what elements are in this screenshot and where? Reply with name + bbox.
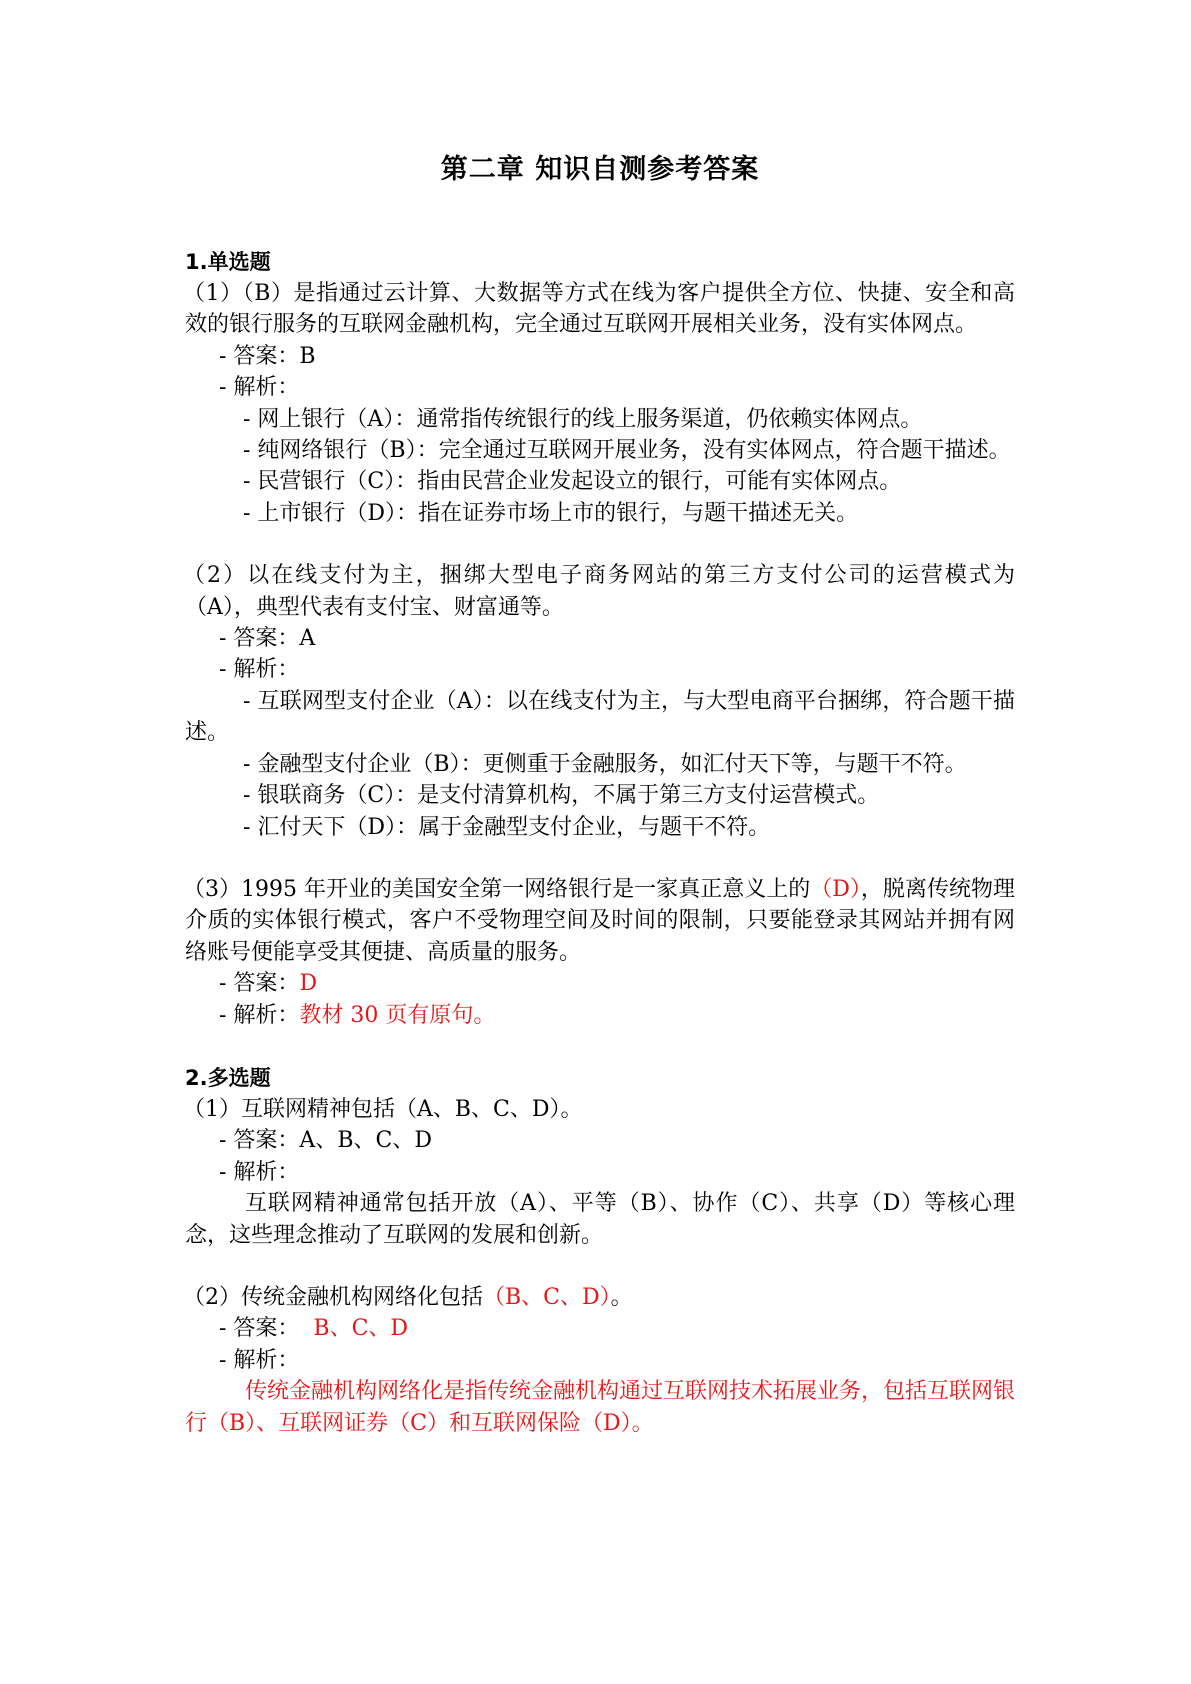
- analysis-label: - 解析：: [219, 657, 300, 683]
- document-page: [185, 150, 1015, 1439]
- answer-line: [185, 1313, 1015, 1344]
- question-stem: （1）（B）是指通过云计算、大数据等方式在线为客户提供全方位、快捷、安全和高效的银行服务的互联网金融机构，完全通过互联网开展相关业务，没有实体网点。: [183, 281, 1015, 338]
- analysis-paragraph: 互联网精神通常包括开放（A）、平等（B）、协作（C）、共享（D）等核心理念，这些理念推动了互联网的发展和创新。: [185, 1191, 1015, 1248]
- paragraph-spacer: [185, 843, 1015, 874]
- analysis-item: - 民营银行（C）：指由民营企业发起设立的银行，可能有实体网点。: [243, 469, 902, 495]
- answer-value: D: [299, 971, 318, 997]
- question-stem: [185, 1282, 1015, 1313]
- answer-line: - 答案：A: [219, 626, 316, 652]
- question-stem: [185, 874, 1015, 968]
- question-stem: （1）互联网精神包括（A、B、C、D）。: [183, 1096, 583, 1122]
- page-title: 第二章 知识自测参考答案: [440, 154, 760, 185]
- question-stem: （2）以在线支付为主，捆绑大型电子商务网站的第三方支付公司的运营模式为（A），典型代表有支付宝、财富通等。: [183, 563, 1015, 620]
- answer-label: - 答案：: [219, 1316, 300, 1342]
- stem-text: （3）1995 年开业的美国安全第一网络银行是一家真正意义上的: [183, 876, 811, 902]
- paragraph-spacer: [185, 1031, 1015, 1062]
- analysis-item: - 金融型支付企业（B）：更侧重于金融服务，如汇付天下等，与题干不符。: [243, 751, 967, 777]
- analysis-item: - 上市银行（D）：指在证券市场上市的银行，与题干描述无关。: [243, 500, 859, 526]
- analysis-value: 教材 30 页有原句。: [299, 1002, 496, 1028]
- answer-line: - 答案：A、B、C、D: [219, 1128, 432, 1154]
- analysis-item: - 纯网络银行（B）：完全通过互联网开展业务，没有实体网点，符合题干描述。: [243, 438, 1011, 464]
- stem-text: 。: [610, 1284, 633, 1310]
- analysis-label: - 解析：: [219, 1002, 300, 1028]
- analysis-line: [185, 1000, 1015, 1031]
- paragraph-spacer: [185, 529, 1015, 560]
- analysis-item: - 汇付天下（D）：属于金融型支付企业，与题干不符。: [243, 814, 771, 840]
- answer-line: [185, 968, 1015, 999]
- answer-value: B、C、D: [299, 1316, 409, 1342]
- paragraph-spacer: [185, 1251, 1015, 1282]
- answer-label: - 答案：: [219, 971, 300, 997]
- answer-line: - 答案：B: [219, 343, 316, 369]
- analysis-item: - 网上银行（A）：通常指传统银行的线上服务渠道，仍依赖实体网点。: [243, 406, 923, 432]
- analysis-label: - 解析：: [219, 1347, 300, 1373]
- analysis-label: - 解析：: [219, 1159, 300, 1185]
- stem-text: ，脱离传统物理介质的实体银行模式，客户不受物理空间及时间的限制，只要能登录其网站并拥有网络账号便能享受其便捷、高质量的服务。: [185, 876, 1015, 965]
- section-heading-single-choice: 1.单选题: [185, 250, 271, 274]
- analysis-label: - 解析：: [219, 375, 300, 401]
- highlighted-answer: （D）: [810, 876, 861, 902]
- section-heading-multiple-choice: 2.多选题: [185, 1065, 271, 1090]
- highlighted-answer: （B、C、D）: [483, 1284, 611, 1310]
- analysis-paragraph: 传统金融机构网络化是指传统金融机构通过互联网技术拓展业务，包括互联网银行（B）、互联网证券（C）和互联网保险（D）。: [185, 1379, 1016, 1436]
- analysis-item: - 银联商务（C）：是支付清算机构，不属于第三方支付运营模式。: [243, 783, 880, 809]
- stem-text: （2）传统金融机构网络化包括: [183, 1284, 483, 1310]
- analysis-item: - 互联网型支付企业（A）：以在线支付为主，与大型电商平台捆绑，符合题干描述。: [185, 688, 1015, 746]
